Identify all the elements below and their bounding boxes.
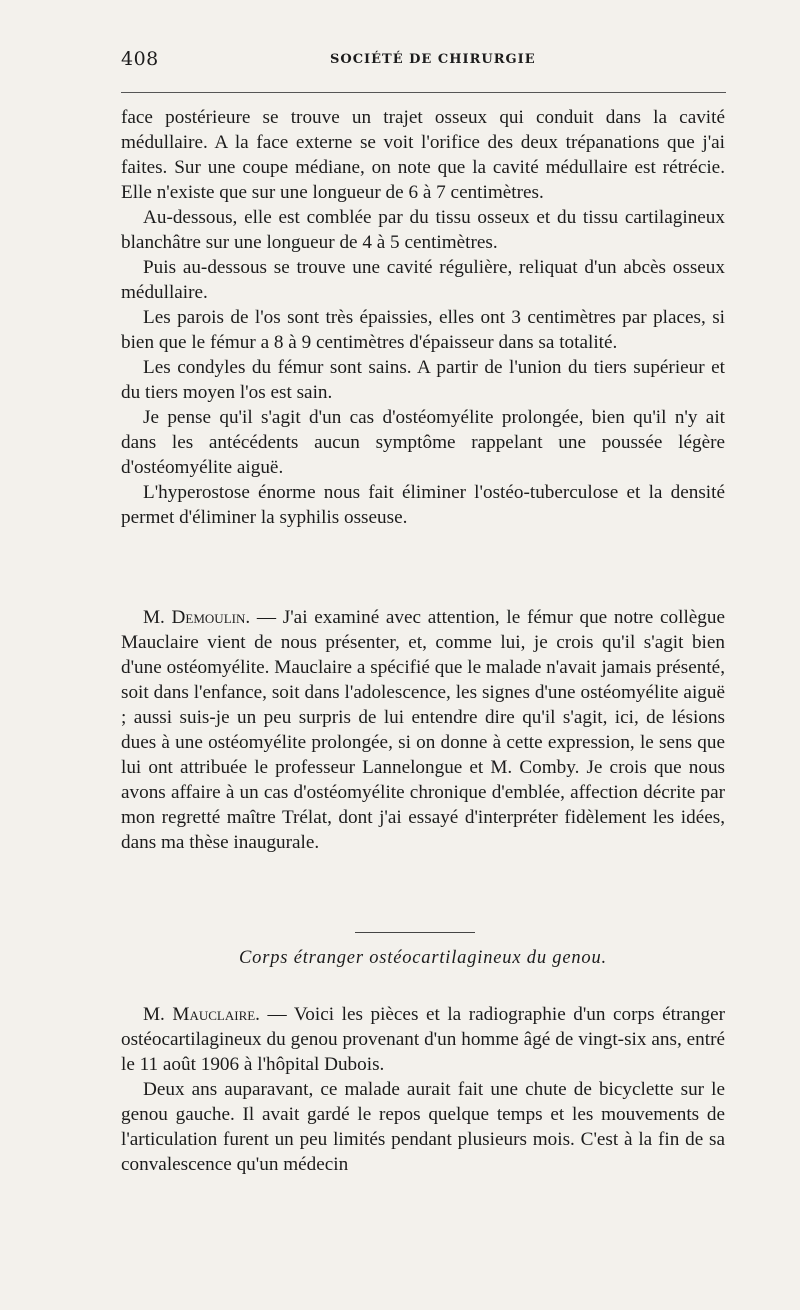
speaker-name: M. Demoulin.: [143, 607, 251, 628]
speaker-name: M. Mauclaire.: [143, 1004, 260, 1025]
speech-text: — Voici les pièces et la radiographie d'un corps étranger ostéocartilagineux du genou provenant d'un homme âgé de vingt-six ans, entré le 11 août 1906 à l'hôpital Dubois.: [121, 1004, 725, 1075]
paragraph: [121, 1002, 725, 1077]
section-title: Corps étranger ostéocartilagineux du genou.: [239, 948, 607, 968]
running-head: [121, 48, 724, 72]
paragraph: [121, 605, 725, 855]
paragraph: face postérieure se trouve un trajet osseux qui conduit dans la cavité médullaire. A la face externe se voit l'orifice des deux trépanations que j'ai faites. Sur une coupe médiane, on note que la cavité médullaire est rétrécie. Elle n'existe que sur une longueur de 6 à 7 centimètres.: [121, 107, 725, 203]
paragraph: Au-dessous, elle est comblée par du tissu osseux et du tissu cartilagineux blanchâtre sur une longueur de 4 à 5 centimètres.: [121, 207, 725, 253]
paragraph: Les condyles du fémur sont sains. A partir de l'union du tiers supérieur et du tiers moyen l'os est sain.: [121, 357, 725, 403]
text-block-continuation: [121, 105, 725, 530]
page-number: 408: [121, 48, 159, 70]
paragraph: Deux ans auparavant, ce malade aurait fait une chute de bicyclette sur le genou gauche. Il avait gardé le repos quelque temps et les mouvements de l'articulation furent un peu limités pendant plusieurs mois. C'est à la fin de sa convalescence qu'un médecin: [121, 1079, 725, 1175]
speech-text: — J'ai examiné avec attention, le fémur que notre collègue Mauclaire vient de nous présenter, et, comme lui, je crois qu'il s'agit bien d'une ostéomyélite. Mauclaire a spécifié que le malade n'avait jamais présenté, soit dans l'enfance, soit dans l'adolescence, les signes d'une ostéomyélite aiguë ; aussi suis-je un peu surpris de lui entendre dire qu'il s'agit, ici, de lésions dues à une ostéomyélite prolongée, si on donne à cette expression, le sens que lui ont attribuée le professeur Lannelongue et M. Comby. Je crois que nous avons affaire à un cas d'ostéomyélite chronique d'emblée, affection décrite par mon regretté maître Trélat, dont j'ai essayé d'interpréter fidèlement les idées, dans ma thèse inaugurale.: [121, 607, 725, 853]
text-block-mauclaire: [121, 1002, 725, 1177]
running-title: SOCIÉTÉ DE CHIRURGIE: [330, 52, 536, 67]
paragraph: Puis au-dessous se trouve une cavité régulière, reliquat d'un abcès osseux médullaire.: [121, 257, 725, 303]
header-rule: [121, 92, 726, 93]
section-divider: [355, 932, 475, 933]
paragraph: Je pense qu'il s'agit d'un cas d'ostéomyélite prolongée, bien qu'il n'y ait dans les antécédents aucun symptôme rappelant une poussée légère d'ostéomyélite aiguë.: [121, 407, 725, 478]
paragraph: L'hyperostose énorme nous fait éliminer l'ostéo-tuberculose et la densité permet d'éliminer la syphilis osseuse.: [121, 482, 725, 528]
text-block-demoulin: [121, 605, 725, 855]
paragraph: Les parois de l'os sont très épaissies, elles ont 3 centimètres par places, si bien que le fémur a 8 à 9 centimètres d'épaisseur dans sa totalité.: [121, 307, 725, 353]
